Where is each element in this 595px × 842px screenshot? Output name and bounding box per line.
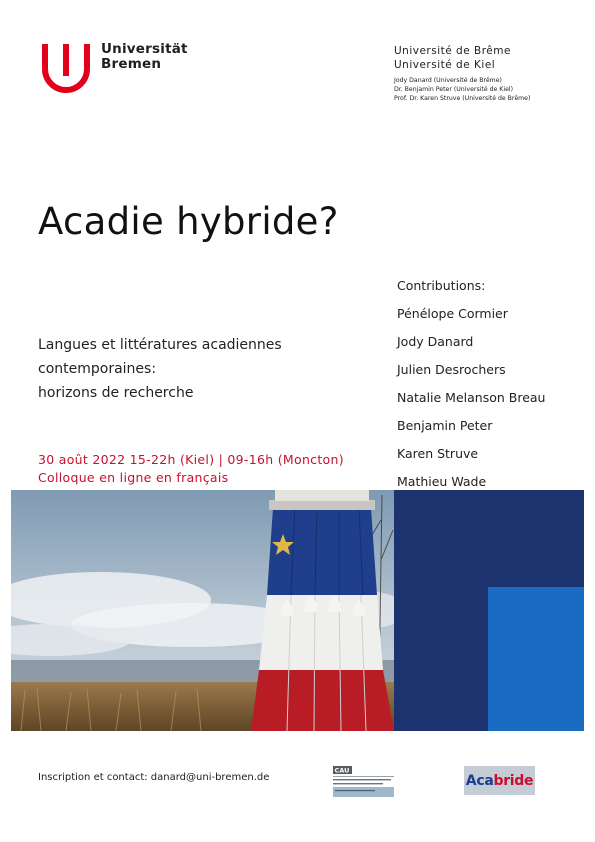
acabride-logo-text (466, 773, 533, 789)
event-info (38, 451, 344, 487)
organizer: Dr. Benjamin Peter (Université de Kiel) (394, 86, 514, 93)
uni-bremen-logo-icon (40, 44, 92, 94)
logo-line2: Bremen (101, 56, 162, 72)
subtitle-line: horizons de recherche (38, 385, 194, 401)
organizers (394, 76, 530, 103)
acabride-part2: bride (493, 772, 534, 789)
contributor-name: Karen Struve (397, 446, 479, 461)
logo-line1: Universität (101, 41, 188, 57)
contact-info: Inscription et contact: danard@uni-bremen.de (38, 772, 270, 783)
decorative-light-blue-block (488, 587, 584, 731)
header-institutions (394, 44, 530, 103)
cau-logo (333, 766, 394, 797)
contributor-name: Pénélope Cormier (397, 306, 508, 321)
cau-logo-text: CAU (334, 766, 350, 775)
organizer: Prof. Dr. Karen Struve (Université de Brême) (394, 95, 531, 102)
acabride-part1: Aca (465, 772, 494, 789)
event-date-time: 30 août 2022 15-22h (Kiel) | 09-16h (Moncton) (38, 452, 344, 467)
contributor-name: Natalie Melanson Breau (397, 390, 546, 405)
contributor-name: Julien Desrochers (397, 362, 506, 377)
contributor-name: Benjamin Peter (397, 418, 493, 433)
acabride-logo (464, 766, 535, 795)
contributions-list (397, 276, 545, 500)
organizer: Jody Danard (Université de Brême) (394, 77, 502, 84)
event-format: Colloque en ligne en français (38, 470, 229, 485)
subtitle-line: contemporaines: (38, 361, 157, 377)
uni-bremen-wordmark (101, 42, 188, 72)
institution-bremen: Université de Brême (394, 45, 511, 57)
contributor-name: Mathieu Wade (397, 474, 487, 489)
lighthouse-photo (11, 490, 394, 731)
contributions-heading: Contributions: (397, 278, 486, 293)
contributor-name: Jody Danard (397, 334, 474, 349)
page-title: Acadie hybride? (38, 200, 339, 243)
subtitle (38, 333, 282, 405)
institution-kiel: Université de Kiel (394, 59, 496, 71)
subtitle-line: Langues et littératures acadiennes (38, 337, 282, 353)
